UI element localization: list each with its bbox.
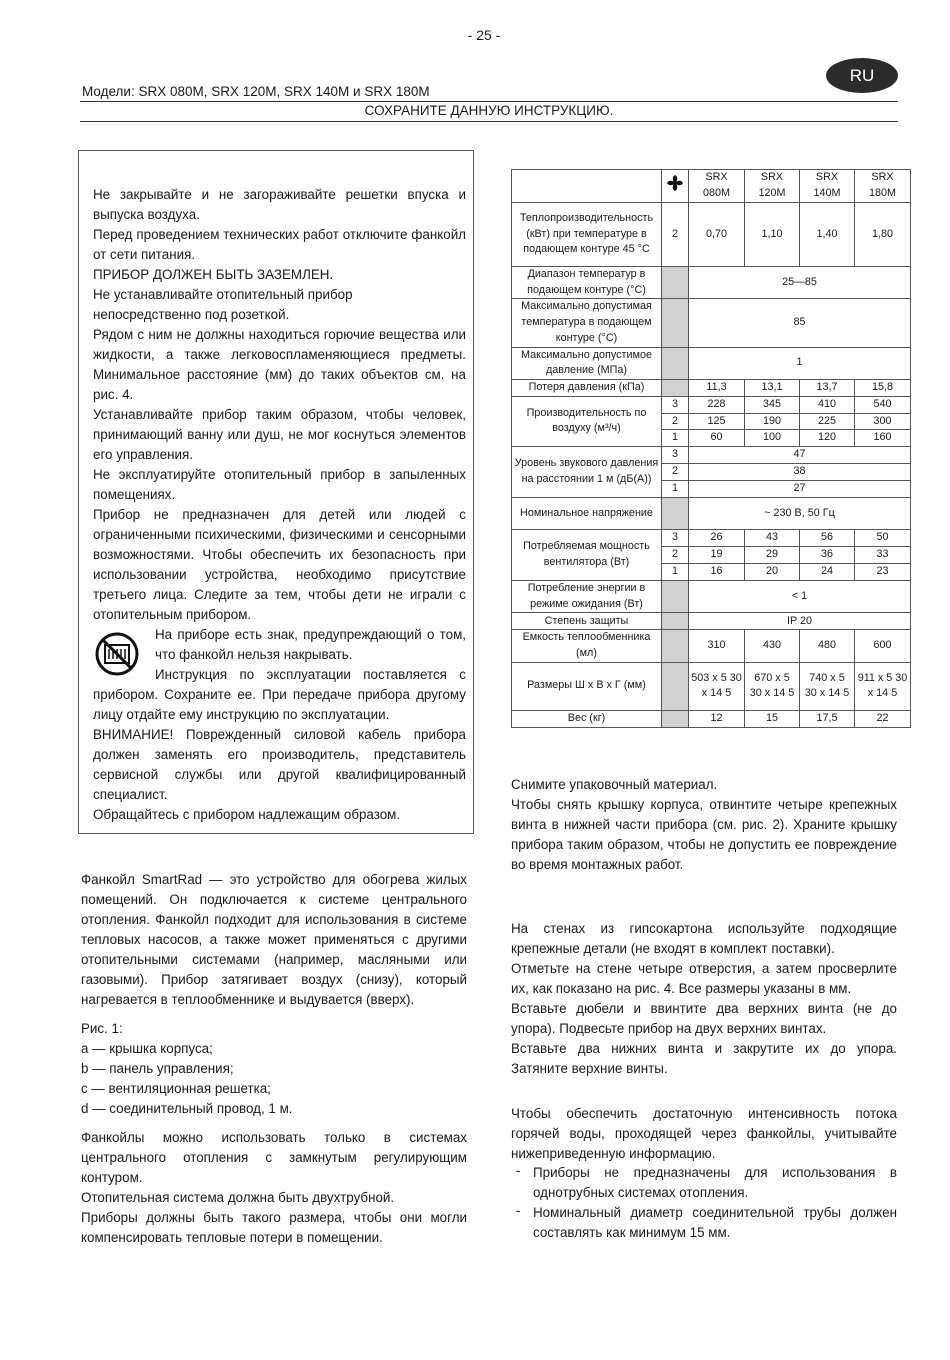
row-label: Номинальное напряжение — [512, 498, 662, 530]
warning-text: Не закрывайте и не загораживайте решетки впуска и выпуска воздуха. — [93, 187, 466, 222]
value-cell: 43 — [745, 530, 800, 547]
row-label: Производительность по воздуху (м³/ч) — [512, 396, 662, 446]
table-row — [512, 347, 911, 379]
row-label: Степень защиты — [512, 613, 662, 630]
table-row — [512, 267, 911, 299]
value-cell: 310 — [689, 630, 745, 662]
page-number: - 25 - — [467, 27, 501, 43]
table-row — [512, 581, 911, 613]
table-row — [512, 203, 911, 267]
save-instruction: СОХРАНИТЕ ДАННУЮ ИНСТРУКЦИЮ. — [364, 103, 614, 118]
do-not-cover-icon — [94, 631, 140, 677]
model-header: SRX 140M — [800, 170, 855, 203]
value-cell: 225 — [800, 413, 855, 430]
language-badge: RU — [826, 58, 898, 93]
model-header: SRX 180M — [855, 170, 911, 203]
dowels-paragraph: Вставьте дюбели и ввинтите два верхних винта (не до упора). Подвесьте прибор на двух верхних винтах. — [511, 1001, 897, 1036]
speed-cell — [662, 267, 689, 299]
speed-cell: 2 — [662, 203, 689, 267]
value-cell: 50 — [855, 530, 911, 547]
warning-text: Не устанавливайте отопительный прибор непосредственно под розеткой. — [93, 287, 353, 322]
intro-paragraph: Фанкойл SmartRad — это устройство для обогрева жилых помещений. Он подключается к системе центрального отопления. Фанкойл подходит для использования в системе тепловых насосов, а также может применяться с другими отопительными системами (например, масляными или газовыми). Прибор затягивает воздух (снизу), который нагревается в теплообменнике и выдувается (вверх). — [81, 872, 467, 1007]
value-cell: 23 — [855, 564, 911, 581]
two-pipe-paragraph: Отопительная система должна быть двухтрубной. — [81, 1190, 395, 1205]
speed-cell: 3 — [662, 396, 689, 413]
row-label: Потребляемая мощность вентилятора (Вт) — [512, 530, 662, 581]
value-cell: 160 — [855, 430, 911, 447]
cover-paragraph: Чтобы снять крышку корпуса, отвинтите четыре крепежных винта в нижней части прибора (см. рис. 2). Храните крышку прибора таким образом, чтобы не допустить ее повреждение во время монтажных работ. — [511, 797, 897, 872]
value-cell: 503 x 5 30 x 14 5 — [689, 662, 745, 710]
speed-cell: 2 — [662, 413, 689, 430]
table-row — [512, 630, 911, 662]
value-cell: 17,5 — [800, 710, 855, 727]
speed-cell — [662, 498, 689, 530]
value-cell: 24 — [800, 564, 855, 581]
fan-icon — [667, 182, 683, 194]
figure-legend-item: a — крышка корпуса; — [81, 1041, 213, 1056]
table-cell — [662, 170, 689, 203]
speed-cell — [662, 613, 689, 630]
specifications-table — [511, 169, 911, 728]
table-row — [512, 530, 911, 547]
warning-text: Перед проведением технических работ отключите фанкойл от сети питания. — [93, 227, 466, 262]
row-label: Максимально допустимая температура в подающем контуре (°C) — [512, 299, 662, 347]
value-cell: IP 20 — [689, 613, 911, 630]
warning-text: Инструкция по эксплуатации поставляется с — [155, 667, 466, 682]
drywall-paragraph: На стенах из гипсокартона используйте подходящие крепежные детали (не входят в комплект поставки). — [511, 921, 897, 956]
warning-text: прибором. Сохраните ее. При передаче прибора другому лицу отдайте ему инструкцию по эксплуатации. — [93, 687, 466, 722]
value-cell: 1 — [689, 347, 911, 379]
sizing-paragraph: Приборы должны быть такого размера, чтобы они могли компенсировать тепловые потери в помещении. — [81, 1210, 467, 1245]
speed-cell — [662, 347, 689, 379]
warning-text: ВНИМАНИЕ! Поврежденный силовой кабель прибора должен заменять его производитель, представитель сервисной службы или другой квалифицированный специалист. — [93, 727, 466, 802]
row-label: Емкость теплообменника (мл) — [512, 630, 662, 662]
value-cell: ~ 230 В, 50 Гц — [689, 498, 911, 530]
value-cell: 345 — [745, 396, 800, 413]
value-cell: 60 — [689, 430, 745, 447]
value-cell: 13,1 — [745, 379, 800, 396]
value-cell: 540 — [855, 396, 911, 413]
value-cell: 25—85 — [689, 267, 911, 299]
value-cell: 13,7 — [800, 379, 855, 396]
speed-cell — [662, 710, 689, 727]
row-label: Вес (кг) — [512, 710, 662, 727]
value-cell: 740 x 5 30 x 14 5 — [800, 662, 855, 710]
row-label: Уровень звукового давления на расстоянии 1 м (дБ(A)) — [512, 447, 662, 498]
speed-cell — [662, 299, 689, 347]
value-cell: 47 — [689, 447, 911, 464]
speed-cell — [662, 662, 689, 710]
value-cell: 19 — [689, 547, 745, 564]
value-cell: 15 — [745, 710, 800, 727]
value-cell: 22 — [855, 710, 911, 727]
list-item: Приборы не предназначены для использования в однотрубных системах отопления. — [533, 1165, 897, 1200]
mark-holes-paragraph: Отметьте на стене четыре отверстия, а затем просверлите их, как показано на рис. 4. Все размеры указаны в мм. — [511, 961, 897, 996]
table-row — [512, 396, 911, 413]
value-cell: 38 — [689, 464, 911, 481]
table-row — [512, 498, 911, 530]
value-cell: 410 — [800, 396, 855, 413]
row-label: Потребление энергии в режиме ожидания (Вт) — [512, 581, 662, 613]
speed-cell: 3 — [662, 447, 689, 464]
flow-paragraph: Чтобы обеспечить достаточную интенсивность потока горячей воды, проходящей через фанкойлы, учитывайте нижеприведенную информацию. — [511, 1106, 897, 1161]
value-cell: 670 x 5 30 x 14 5 — [745, 662, 800, 710]
value-cell: 190 — [745, 413, 800, 430]
value-cell: < 1 — [689, 581, 911, 613]
warning-text: ПРИБОР ДОЛЖЕН БЫТЬ ЗАЗЕМЛЕН. — [93, 267, 334, 282]
value-cell: 480 — [800, 630, 855, 662]
value-cell: 1,40 — [800, 203, 855, 267]
speed-cell — [662, 630, 689, 662]
figure-legend-item: b — панель управления; — [81, 1061, 234, 1076]
speed-cell: 3 — [662, 530, 689, 547]
table-row — [512, 447, 911, 464]
value-cell: 11,3 — [689, 379, 745, 396]
row-label: Теплопроизводительность (кВт) при температуре в подающем контуре 45 °C — [512, 203, 662, 267]
speed-cell — [662, 581, 689, 613]
value-cell: 85 — [689, 299, 911, 347]
warning-text: Не эксплуатируйте отопительный прибор в запыленных помещениях. — [93, 467, 466, 502]
warning-text: На приборе есть знак, предупреждающий о том, что фанкойл нельзя накрывать. — [155, 627, 466, 662]
row-label: Максимально допустимое давление (МПа) — [512, 347, 662, 379]
table-row — [512, 379, 911, 396]
table-header-row — [512, 170, 911, 203]
figure-legend-item: c — вентиляционная решетка; — [81, 1081, 271, 1096]
usage-paragraph: Фанкойлы можно использовать только в системах центрального отопления с замкнутым регулирующим контуром. — [81, 1130, 467, 1185]
value-cell: 100 — [745, 430, 800, 447]
divider — [80, 101, 898, 102]
table-row — [512, 710, 911, 727]
speed-cell: 2 — [662, 547, 689, 564]
list-bullet: - — [516, 1203, 521, 1218]
value-cell: 26 — [689, 530, 745, 547]
value-cell: 15,8 — [855, 379, 911, 396]
figure-caption: Рис. 1: — [81, 1021, 123, 1036]
value-cell: 125 — [689, 413, 745, 430]
value-cell: 29 — [745, 547, 800, 564]
row-label: Потеря давления (кПа) — [512, 379, 662, 396]
models-heading: Модели: SRX 080M, SRX 120M, SRX 140M и SRX 180M — [82, 84, 430, 99]
lower-screws-paragraph: Вставьте два нижних винта и закрутите их до упора. Затяните верхние винты. — [511, 1041, 897, 1076]
warning-text: Обращайтесь с прибором надлежащим образом. — [93, 807, 401, 822]
list-item: Номинальный диаметр соединительной трубы должен составлять как минимум 15 мм. — [533, 1205, 897, 1240]
figure-legend-item: d — соединительный провод, 1 м. — [81, 1101, 293, 1116]
value-cell: 1,10 — [745, 203, 800, 267]
speed-cell — [662, 379, 689, 396]
value-cell: 911 x 5 30 x 14 5 — [855, 662, 911, 710]
model-header: SRX 120M — [745, 170, 800, 203]
value-cell: 228 — [689, 396, 745, 413]
warning-text: Прибор не предназначен для детей или людей с ограниченными психическими, физическими и сенсорными возможностями. Чтобы обеспечить их безопасность при использовании устройства, необходимо присутствие третьего лица. Следите за тем, чтобы дети не играли с отопительным прибором. — [93, 507, 466, 622]
speed-cell: 1 — [662, 430, 689, 447]
speed-cell: 1 — [662, 564, 689, 581]
value-cell: 56 — [800, 530, 855, 547]
value-cell: 12 — [689, 710, 745, 727]
value-cell: 33 — [855, 547, 911, 564]
divider — [80, 121, 898, 122]
value-cell: 120 — [800, 430, 855, 447]
list-bullet: - — [516, 1163, 521, 1178]
warning-text: Рядом с ним не должны находиться горючие вещества или жидкости, а также легковоспламеняющиеся предметы. Минимальное расстояние (мм) до таких объектов см. на рис. 4. — [93, 327, 466, 402]
row-label: Размеры Ш х В х Г (мм) — [512, 662, 662, 710]
value-cell: 20 — [745, 564, 800, 581]
row-label: Диапазон температур в подающем контуре (°C) — [512, 267, 662, 299]
speed-cell: 1 — [662, 481, 689, 498]
model-header: SRX 080M — [689, 170, 745, 203]
speed-cell: 2 — [662, 464, 689, 481]
value-cell: 36 — [800, 547, 855, 564]
value-cell: 430 — [745, 630, 800, 662]
value-cell: 600 — [855, 630, 911, 662]
table-cell — [512, 170, 662, 203]
table-row — [512, 299, 911, 347]
value-cell: 27 — [689, 481, 911, 498]
value-cell: 16 — [689, 564, 745, 581]
value-cell: 0,70 — [689, 203, 745, 267]
unpack-paragraph: Снимите упаковочный материал. — [511, 777, 718, 792]
value-cell: 300 — [855, 413, 911, 430]
table-row — [512, 613, 911, 630]
value-cell: 1,80 — [855, 203, 911, 267]
table-row — [512, 662, 911, 710]
warning-text: Устанавливайте прибор таким образом, чтобы человек, принимающий ванну или душ, не мог коснуться элементов его управления. — [93, 407, 466, 462]
